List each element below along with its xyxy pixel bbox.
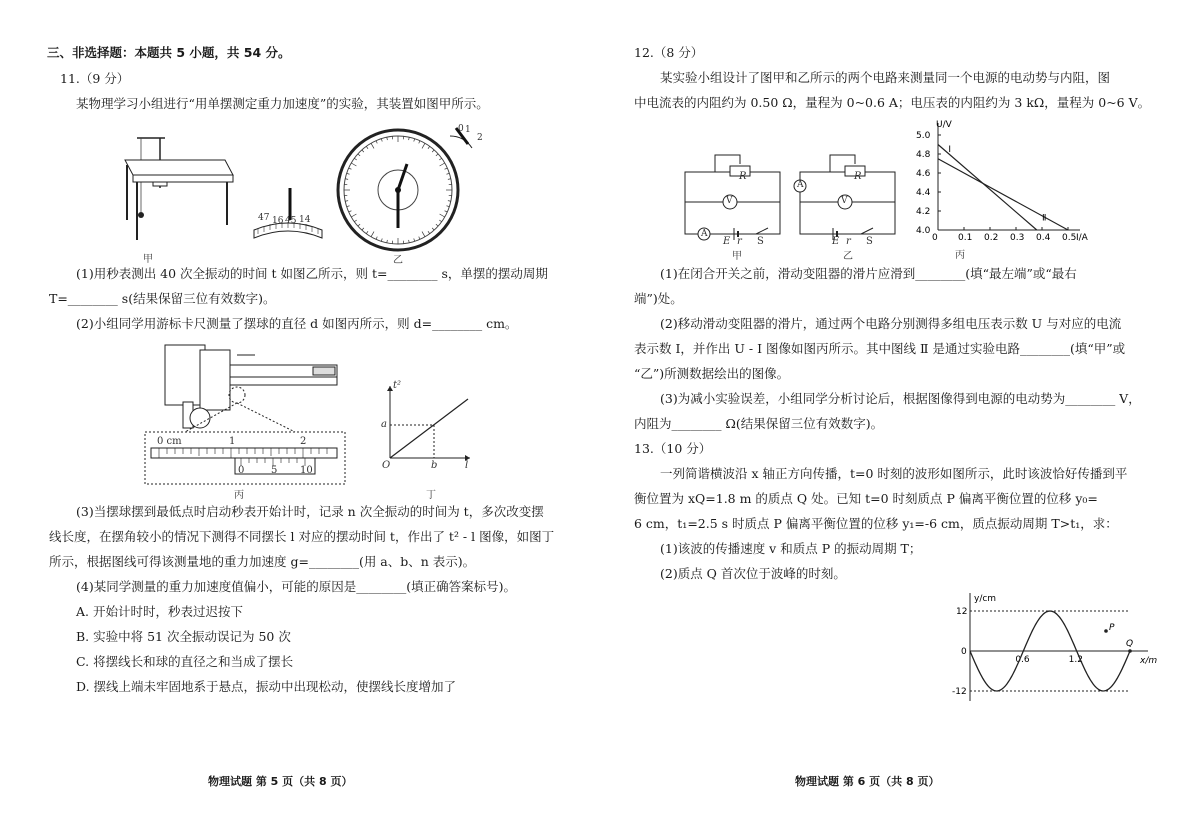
ui-chart-caption: 丙 <box>955 250 965 261</box>
section-heading: 三、非选择题：本题共 5 小题，共 54 分。 <box>47 45 291 60</box>
jia-r-label: r <box>737 236 742 247</box>
wave-point-q <box>1128 649 1132 653</box>
ding-origin-label: O <box>382 460 391 471</box>
ui-ytick-3: 4.4 <box>916 188 931 198</box>
ding-xlabel: l <box>465 460 469 471</box>
ruler-tick-14: 14 <box>299 215 311 225</box>
ruler-tick-45: 45 <box>285 216 297 226</box>
caliper-vernier-label-10: 10 <box>300 465 313 476</box>
ui-xtick-2: 0.2 <box>984 233 999 243</box>
ui-xlabel: I/A <box>1076 233 1088 243</box>
caliper-main-label-0: 0 cm <box>157 436 182 447</box>
ui-series-line-2 <box>938 159 1068 230</box>
q12-part2c: “乙”)所测数据绘出的图像。 <box>634 366 790 381</box>
q12-part2b: 表示数 I，并作出 U - I 图像如图丙所示。其中图线 Ⅱ 是通过实验电路________(填“甲”或 <box>634 341 1126 356</box>
caliper-vernier-label-0: 0 <box>238 465 245 476</box>
left-page-footer: 物理试题 第 5 页（共 8 页） <box>208 775 353 788</box>
q12-line2: 中电流表的内阻约为 0.50 Ω，量程为 0~0.6 A；电压表的内阻约为 3 kΩ，量程为 0~6 V。 <box>634 95 1151 110</box>
wave-xtick-1: 1.2 <box>1068 655 1083 665</box>
ui-ytick-4: 4.2 <box>916 207 931 217</box>
jia-A-label: A <box>701 229 708 239</box>
yi-A-label: A <box>797 180 804 190</box>
stopwatch-figure <box>332 118 472 248</box>
caliper-vernier-label-5: 5 <box>271 465 278 476</box>
wave-point-p <box>1104 629 1108 633</box>
circuit-yi-caption: 乙 <box>843 251 853 262</box>
yi-E-label: E <box>832 236 840 247</box>
t2-l-graph <box>380 383 475 468</box>
ui-ytick-5: 4.0 <box>916 226 931 236</box>
q12-part2a: (2)移动滑动变阻器的滑片，通过两个电路分别测得多组电压表示数 U 与对应的电流 <box>660 316 1122 331</box>
wave-ytick-12: 12 <box>956 607 968 617</box>
wave-xtick-0: 0.6 <box>1015 655 1030 665</box>
ui-ytick-2: 4.6 <box>916 169 931 179</box>
q11-part3b: 线长度，在摆角较小的情况下测得不同摆长 l 对应的摆动时间 t，作出了 t² - l 图像，如图丁 <box>49 529 555 544</box>
q12-part3b: 内阻为________ Ω(结果保留三位有效数字)。 <box>634 416 884 431</box>
ruler-tick-16: 16 <box>272 216 284 226</box>
u-i-chart <box>916 118 1090 248</box>
yi-S-label: S <box>866 236 873 247</box>
q11-option-c: C. 将摆线长和球的直径之和当成了摆长 <box>76 654 294 669</box>
dial-number-2: 2 <box>477 133 483 143</box>
ui-xtick-5: 0.5 <box>1062 233 1077 243</box>
q11-intro: 某物理学习小组进行“用单摆测定重力加速度”的实验，其装置如图甲所示。 <box>76 96 489 111</box>
ui-xtick-4: 0.4 <box>1036 233 1051 243</box>
q11-part3a: (3)当摆球摆到最低点时启动秒表开始计时，记录 n 次全振动的时间为 t，多次改变摆 <box>76 504 544 519</box>
right-page-footer: 物理试题 第 6 页（共 8 页） <box>795 775 940 788</box>
ding-ylabel: t² <box>393 380 402 391</box>
yi-r-label: r <box>846 236 851 247</box>
wave-xlabel: x/m <box>1140 656 1158 666</box>
dial-number-0: 0 <box>458 124 464 134</box>
yi-V-label: V <box>841 196 848 206</box>
q12-part3a: (3)为减小实验误差，小组同学分析讨论后，根据图像得到电源的电动势为________ V， <box>660 391 1141 406</box>
ui-xtick-1: 0.1 <box>958 233 973 243</box>
ui-xtick-0: 0 <box>932 233 938 243</box>
caliper-main-label-1: 1 <box>229 436 236 447</box>
ui-xtick-3: 0.3 <box>1010 233 1025 243</box>
q11-option-b: B. 实验中将 51 次全振动误记为 50 次 <box>76 629 291 644</box>
pendulum-apparatus-figure <box>115 120 235 255</box>
q12-head: 12.（8 分） <box>634 45 704 60</box>
q11-option-d: D. 摆线上端未牢固地系于悬点，振动中出现松动，使摆线长度增加了 <box>76 679 457 694</box>
q11-part4: (4)某同学测量的重力加速度值偏小，可能的原因是________(填正确答案标号)。 <box>76 579 516 594</box>
wave-label-p: P <box>1109 623 1115 633</box>
wave-label-q: Q <box>1126 639 1134 649</box>
q12-part1b: 端”)处。 <box>634 291 683 306</box>
ui-ytick-0: 5.0 <box>916 131 931 141</box>
yi-R-label: R <box>854 171 862 182</box>
jia-E-label: E <box>723 236 731 247</box>
fig-jia-caption: 甲 <box>143 254 153 265</box>
ui-series-label-1: Ⅰ <box>948 145 952 156</box>
caliper-main-label-2: 2 <box>300 436 307 447</box>
q11-part1b: T=________ s(结果保留三位有效数字)。 <box>49 291 276 306</box>
q13-head: 13.（10 分） <box>634 441 712 456</box>
q11-part2: (2)小组同学用游标卡尺测量了摆球的直径 d 如图丙所示，则 d=________ cm。 <box>76 316 518 331</box>
jia-V-label: V <box>726 196 733 206</box>
circuit-jia-caption: 甲 <box>732 251 742 262</box>
caliper-figure <box>145 340 345 485</box>
q12-part1a: (1)在闭合开关之前，滑动变阻器的滑片应滑到________(填“最左端”或“最右 <box>660 266 1077 281</box>
fig-yi-caption: 乙 <box>393 255 403 266</box>
fig-ding-caption: 丁 <box>426 490 436 501</box>
q13-line4: (1)该波的传播速度 v 和质点 P 的振动周期 T； <box>660 541 922 556</box>
ui-ytick-1: 4.8 <box>916 150 931 160</box>
q11-option-a: A. 开始计时时，秒表过迟按下 <box>76 604 243 619</box>
wave-ytick-0: 0 <box>961 647 967 657</box>
fig-bing-caption: 丙 <box>234 490 244 501</box>
q13-line3: 6 cm，t₁=2.5 s 时质点 P 偏离平衡位置的位移 y₁=-6 cm，质点振动周期 T>t₁，求： <box>634 516 1118 531</box>
q13-line1: 一列简谐横波沿 x 轴正方向传播，t=0 时刻的波形如图所示，此时该波恰好传播到平 <box>660 466 1128 481</box>
wave-ytick-neg12: -12 <box>952 687 967 697</box>
jia-S-label: S <box>757 236 764 247</box>
q13-line5: (2)质点 Q 首次位于波峰的时刻。 <box>660 566 846 581</box>
ding-b-label: b <box>431 460 438 471</box>
wave-ylabel: y/cm <box>974 594 997 604</box>
dial-number-1: 1 <box>465 125 471 135</box>
jia-R-label: R <box>739 171 747 182</box>
ui-series-label-2: Ⅱ <box>1042 213 1047 224</box>
q12-line1: 某实验小组设计了图甲和乙所示的两个电路来测量同一个电源的电动势与内阻，图 <box>660 70 1111 85</box>
q11-part3c: 所示，根据图线可得该测量地的重力加速度 g=________(用 a、b、n 表示)。 <box>49 554 476 569</box>
wave-chart <box>948 585 1158 705</box>
ui-series-line-1 <box>938 145 1037 231</box>
q13-line2: 衡位置为 xQ=1.8 m 的质点 Q 处。已知 t=0 时刻质点 P 偏离平衡位置的位移 y₀= <box>634 491 1098 506</box>
q11-part1a: (1)用秒表测出 40 次全振动的时间 t 如图乙所示，则 t=________ s，单摆的摆动周期 <box>76 266 548 281</box>
ding-a-label: a <box>381 419 387 430</box>
ruler-tick-47: 47 <box>258 213 270 223</box>
ui-ylabel: U/V <box>936 120 952 130</box>
q11-head: 11.（9 分） <box>60 71 130 86</box>
